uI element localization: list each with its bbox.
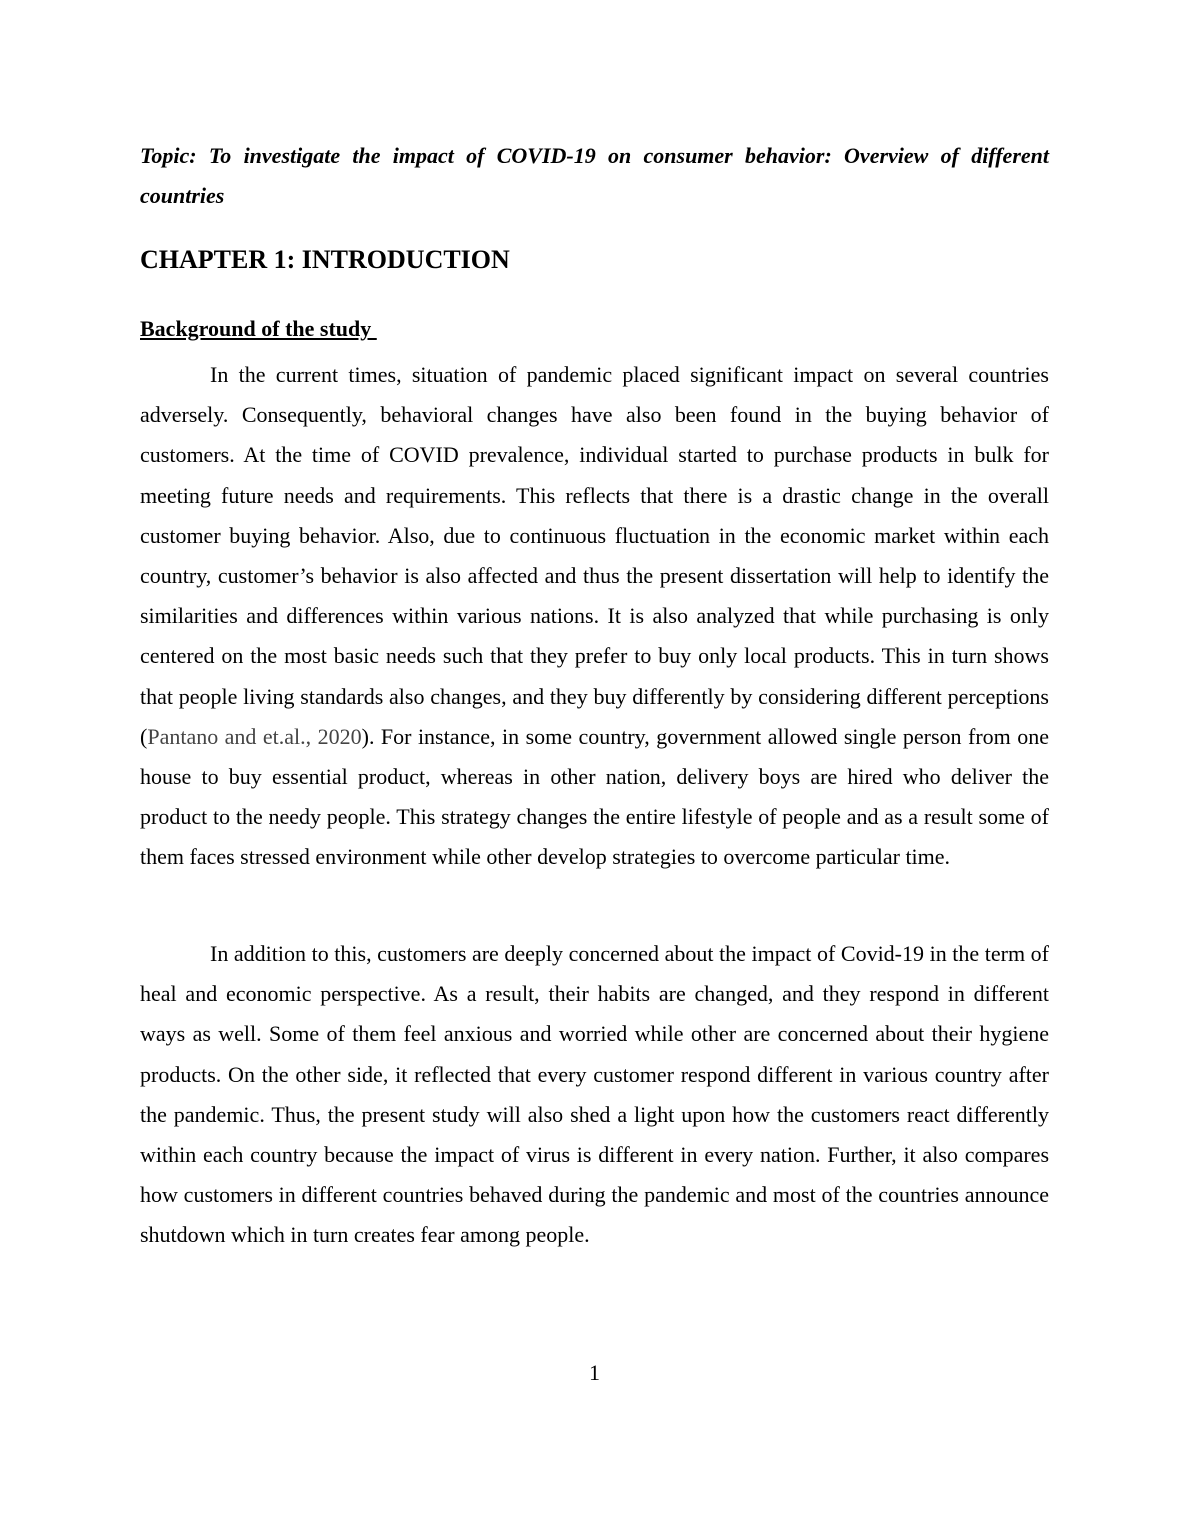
paragraph-1-text-start: In the current times, situation of pandemic placed significant impact on several countries adversely. Consequently, behavioral changes have also been found in the buying behavior of customers. At the time of COVID prevalence, individual started to purchase products in bulk for meeting future needs and requirements. This reflects that there is a drastic change in the overall customer buying behavior. Also, due to continuous fluctuation in the economic market within each country, customer’s behavior is also affected and thus the present dissertation will help to identify the similarities and differences within various nations. It is also analyzed that while purchasing is only centered on the most basic needs such that they prefer to buy only local products. This in turn shows that people living standards also changes, and they buy differently by considering different perceptions ( (140, 362, 1049, 749)
paragraph-1-text-end: ). For instance, in some country, government allowed single person from one house to buy essential product, whereas in other nation, delivery boys are hired who deliver the product to the needy people. This strategy changes the entire lifestyle of people and as a result some of them faces stressed environment while other develop strategies to overcome particular time. (140, 723, 1049, 870)
citation: Pantano and et.al., 2020 (147, 723, 362, 749)
chapter-title: CHAPTER 1: INTRODUCTION (140, 245, 510, 274)
body-paragraph-2: In addition to this, customers are deeply concerned about the impact of Covid-19 in the term of heal and economic perspective. As a result, their habits are changed, and they respond in different ways as well. Some of them feel anxious and worried while other are concerned about their hygiene products. On the other side, it reflected that every customer respond different in various country after the pandemic. Thus, the present study will also shed a light upon how the customers react differently within each country because the impact of virus is different in every nation. Further, it also compares how customers in different countries behaved during the pandemic and most of the countries announce shutdown which in turn creates fear among people. (140, 941, 1049, 1248)
topic-title: Topic: To investigate the impact of COVID-19 on consumer behavior: Overview of different countries (140, 143, 1049, 208)
page-number: 1 (589, 1360, 600, 1385)
section-heading: Background of the study (140, 316, 377, 341)
body-paragraph-1 (140, 355, 1049, 878)
